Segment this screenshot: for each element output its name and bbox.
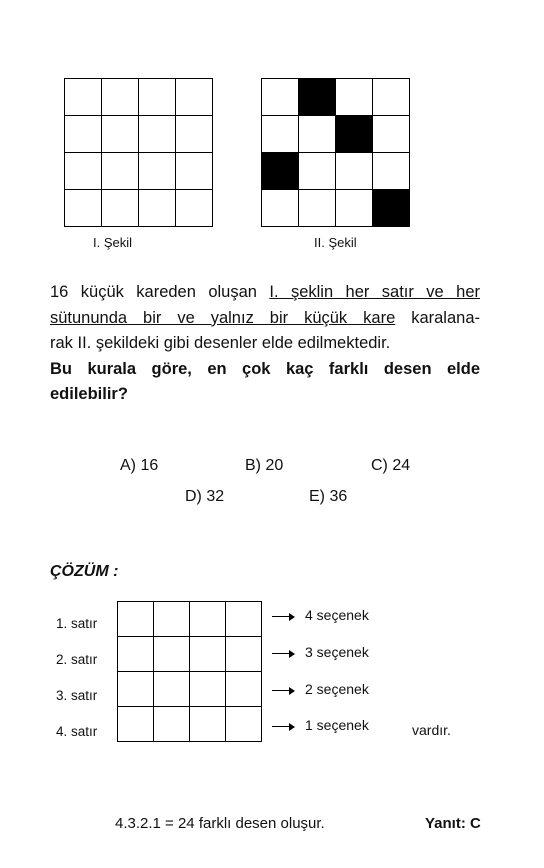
figure-1-grid bbox=[64, 78, 213, 227]
grid-cell bbox=[154, 707, 190, 742]
grid-cell bbox=[373, 153, 410, 190]
grid-cell bbox=[336, 153, 373, 190]
grid-cell bbox=[154, 602, 190, 637]
question-underlined-text: sütununda bir ve yalnız bir küçük kare bbox=[50, 308, 396, 327]
question-line bbox=[50, 306, 480, 332]
grid-cell bbox=[262, 79, 299, 116]
row-label: 4. satır bbox=[56, 724, 98, 739]
grid-cell bbox=[65, 190, 102, 227]
grid-cell bbox=[190, 637, 226, 672]
filled-cell bbox=[262, 153, 299, 190]
grid-cell bbox=[118, 707, 154, 742]
solution-grid bbox=[117, 601, 262, 742]
question-text-part: 16 küçük kareden oluşan bbox=[50, 283, 270, 301]
grid-cell bbox=[139, 116, 176, 153]
arrow-icon bbox=[272, 690, 290, 691]
grid-cell bbox=[65, 79, 102, 116]
grid-cell bbox=[299, 116, 336, 153]
grid-cell bbox=[65, 116, 102, 153]
solution-suffix: vardır. bbox=[412, 722, 451, 738]
grid-cell bbox=[299, 190, 336, 227]
grid-cell bbox=[299, 153, 336, 190]
grid-cell bbox=[373, 116, 410, 153]
row-choice-count: 2 seçenek bbox=[305, 681, 369, 697]
grid-cell bbox=[336, 190, 373, 227]
question-text bbox=[50, 280, 480, 408]
grid-cell bbox=[176, 190, 213, 227]
question-bold-line: edilebilir? bbox=[50, 385, 128, 403]
row-label: 3. satır bbox=[56, 688, 98, 703]
figure-2-caption: II. Şekil bbox=[314, 235, 357, 250]
grid-cell bbox=[154, 637, 190, 672]
answer-label: Yanıt: C bbox=[425, 815, 481, 832]
grid-cell bbox=[176, 79, 213, 116]
grid-cell bbox=[118, 672, 154, 707]
question-line: rak II. şekildeki gibi desenler elde edilmektedir. bbox=[50, 334, 391, 352]
grid-cell bbox=[190, 672, 226, 707]
option-d: D) 32 bbox=[185, 488, 225, 505]
grid-cell bbox=[226, 707, 262, 742]
grid-cell bbox=[190, 707, 226, 742]
option-c: C) 24 bbox=[371, 457, 411, 474]
grid-cell bbox=[262, 116, 299, 153]
option-a: A) 16 bbox=[120, 457, 159, 474]
filled-cell bbox=[299, 79, 336, 116]
solution-formula: 4.3.2.1 = 24 farklı desen oluşur. bbox=[115, 815, 325, 832]
row-choice-count: 4 seçenek bbox=[305, 607, 369, 623]
grid-cell bbox=[102, 116, 139, 153]
arrow-icon bbox=[272, 616, 290, 617]
grid-cell bbox=[139, 190, 176, 227]
arrow-icon bbox=[272, 726, 290, 727]
row-choice-count: 1 seçenek bbox=[305, 717, 369, 733]
grid-cell bbox=[154, 672, 190, 707]
grid-cell bbox=[102, 153, 139, 190]
figure-1-caption: I. Şekil bbox=[93, 235, 133, 250]
grid-cell bbox=[102, 79, 139, 116]
question-bold-line: Bu kurala göre, en çok kaç farklı desen elde bbox=[50, 359, 480, 378]
row-label: 2. satır bbox=[56, 652, 98, 667]
grid-cell bbox=[139, 153, 176, 190]
filled-cell bbox=[336, 116, 373, 153]
grid-cell bbox=[139, 79, 176, 116]
question-underlined-text: I. şeklin her satır ve her bbox=[269, 283, 480, 301]
grid-cell bbox=[102, 190, 139, 227]
solution-title: ÇÖZÜM : bbox=[50, 563, 119, 580]
filled-cell bbox=[373, 190, 410, 227]
grid-cell bbox=[226, 672, 262, 707]
option-b: B) 20 bbox=[245, 457, 284, 474]
grid-cell bbox=[262, 190, 299, 227]
grid-cell bbox=[118, 637, 154, 672]
row-choice-count: 3 seçenek bbox=[305, 644, 369, 660]
grid-cell bbox=[118, 602, 154, 637]
grid-cell bbox=[226, 602, 262, 637]
grid-cell bbox=[176, 116, 213, 153]
row-label: 1. satır bbox=[56, 616, 98, 631]
option-e: E) 36 bbox=[309, 488, 348, 505]
grid-cell bbox=[373, 79, 410, 116]
question-text-part: karalana- bbox=[395, 308, 480, 327]
grid-cell bbox=[226, 637, 262, 672]
grid-cell bbox=[176, 153, 213, 190]
grid-cell bbox=[190, 602, 226, 637]
grid-cell bbox=[65, 153, 102, 190]
figure-2-grid bbox=[261, 78, 410, 227]
arrow-icon bbox=[272, 653, 290, 654]
question-line bbox=[50, 280, 480, 306]
grid-cell bbox=[336, 79, 373, 116]
